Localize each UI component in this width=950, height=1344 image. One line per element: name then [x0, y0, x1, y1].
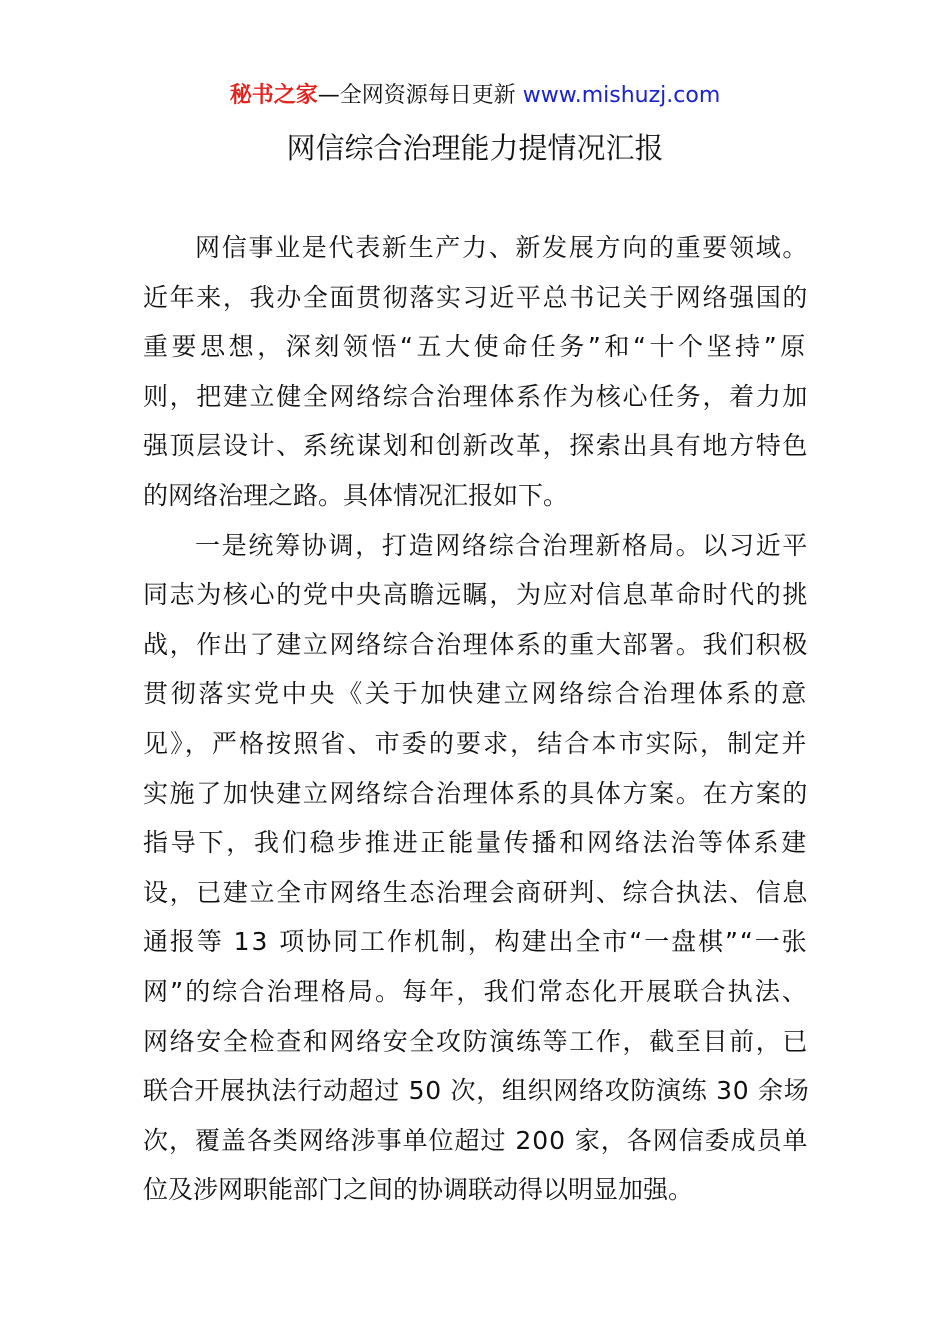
site-header [0, 80, 950, 112]
text-line: 网络安全检查和网络安全攻防演练等工作，截至目前，已 [143, 1026, 810, 1056]
text-line: 的网络治理之路。具体情况汇报如下。 [143, 480, 569, 510]
text-line: 联合开展执法行动超过 50 次，组织网络攻防演练 30 余场 [143, 1076, 810, 1106]
text-line: 战，作出了建立网络综合治理体系的重大部署。我们积极 [143, 629, 810, 659]
text-line: 位及涉网职能部门之间的协调联动得以明显加强。 [143, 1175, 694, 1205]
text-line: 则，把建立健全网络综合治理体系作为核心任务，着力加 [143, 381, 810, 411]
text-line: 贯彻落实党中央《关于加快建立网络综合治理体系的意 [143, 679, 810, 709]
text-line: 见》，严格按照省、市委的要求，结合本市实际，制定并 [143, 728, 809, 758]
site-brand: 秘书之家 [229, 83, 318, 108]
site-url-link[interactable]: www.mishuzj.com [522, 83, 721, 108]
text-line: 指导下，我们稳步推进正能量传播和网络法治等体系建 [143, 828, 810, 858]
document-title: 网信综合治理能力提情况汇报 [286, 131, 664, 165]
text-line: 强顶层设计、系统谋划和创新改革，探索出具有地方特色 [143, 431, 810, 461]
document-body [143, 223, 809, 1215]
text-line: 同志为核心的党中央高瞻远瞩，为应对信息革命时代的挑 [143, 580, 810, 610]
text-line: 网信事业是代表新生产力、新发展方向的重要领域。 [195, 233, 810, 262]
paragraph-section-one [143, 521, 809, 1215]
text-line: 近年来，我办全面贯彻落实习近平总书记关于网络强国的 [143, 282, 810, 312]
text-line: 设，已建立全市网络生态治理会商研判、综合执法、信息 [143, 877, 810, 907]
text-line: 重要思想，深刻领悟“五大使命任务”和“十个坚持”原 [143, 332, 809, 362]
text-line: 网”的综合治理格局。每年，我们常态化开展联合执法、 [143, 976, 809, 1006]
paragraph-intro [143, 223, 809, 521]
text-line: 实施了加快建立网络综合治理体系的具体方案。在方案的 [143, 778, 810, 808]
site-tagline: —全网资源每日更新 [317, 83, 523, 108]
text-line: 一是统筹协调，打造网络综合治理新格局。以习近平 [195, 530, 810, 560]
text-line: 通报等 13 项协同工作机制，构建出全市“一盘棋”“一张 [143, 927, 809, 957]
text-line: 次，覆盖各类网络涉事单位超过 200 家，各网信委成员单 [143, 1125, 809, 1155]
